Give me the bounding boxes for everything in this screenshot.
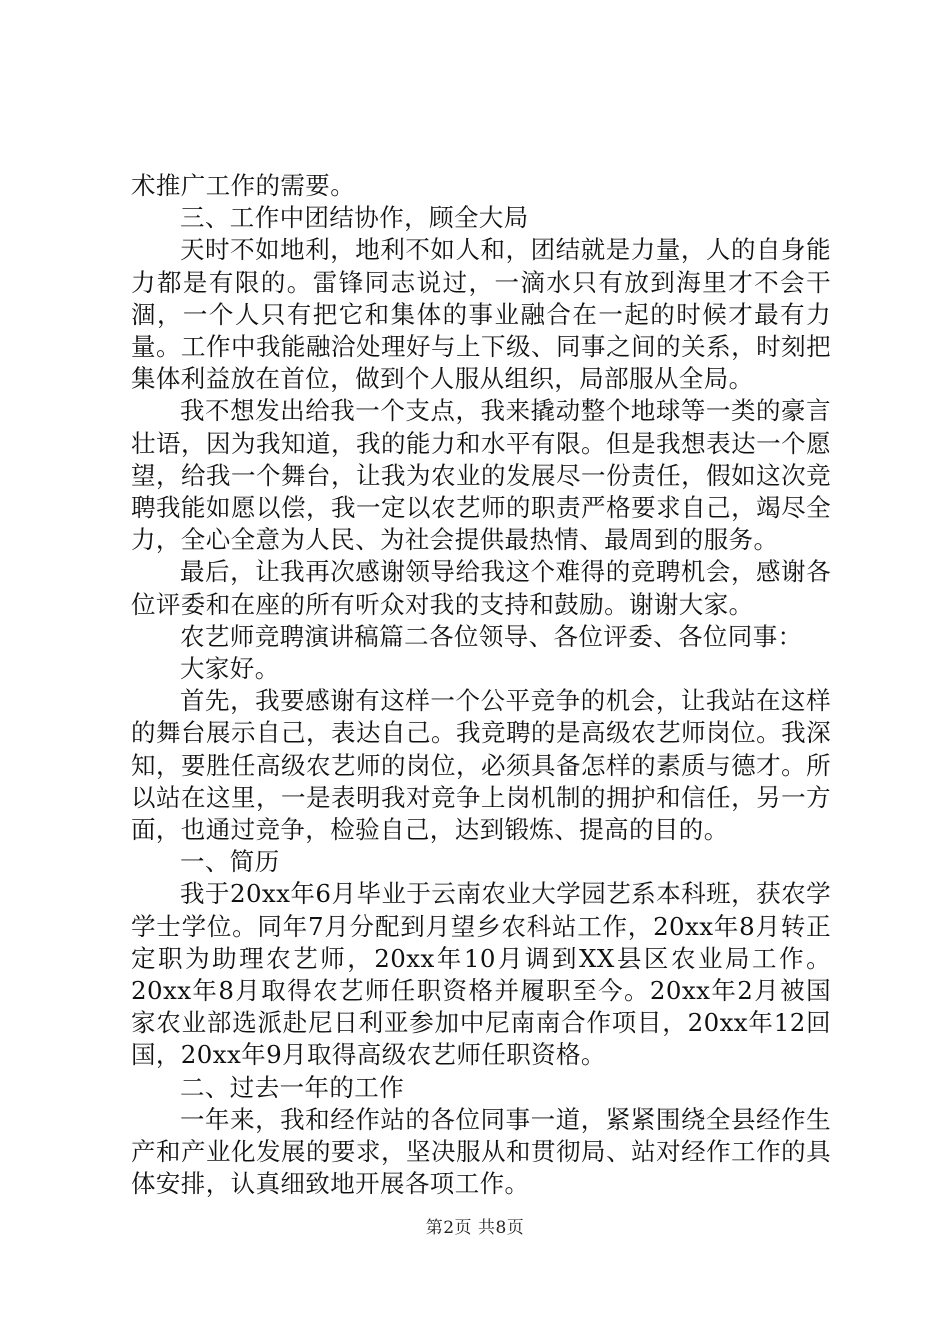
paragraph: 术推广工作的需要。 [131,171,356,200]
paragraph: 三、工作中团结协作，顾全大局 [180,203,529,233]
paragraph: 一年来，我和经作站的各位同事一道，紧紧围绕全县经作生产和产业化发展的要求，坚决服从和贯彻局、站对经作工作的具体安排，认真细致地开展各项工作。 [131,1104,831,1199]
paragraph: 首先，我要感谢有这样一个公平竞争的机会，让我站在这样的舞台展示自己，表达自己。我竞聘的是高级农艺师岗位。我深知，要胜任高级农艺师的岗位，必须具备怎样的素质与德才。所以站在这里，一是表明我对竞争上岗机制的拥护和信任，另一方面，也通过竞争，检验自己，达到锻炼、提高的目的。 [131,686,831,845]
paragraph: 一、简历 [180,847,280,877]
paragraph: 二、过去一年的工作 [180,1072,405,1102]
page-footer: 第2页 共8页 [425,1218,525,1238]
paragraph: 大家好。 [180,654,280,684]
document-body [131,170,831,1201]
paragraph: 我不想发出给我一个支点，我来撬动整个地球等一类的豪言壮语，因为我知道，我的能力和水平有限。但是我想表达一个愿望，给我一个舞台，让我为农业的发展尽一份责任，假如这次竞聘我能如愿以偿，我一定以农艺师的职责严格要求自己，竭尽全力，全心全意为人民、为社会提供最热情、最周到的服务。 [131,396,831,555]
paragraph: 最后，让我再次感谢领导给我这个难得的竞聘机会，感谢各位评委和在座的所有听众对我的支持和鼓励。谢谢大家。 [131,557,831,619]
paragraph: 农艺师竞聘演讲稿篇二各位领导、各位评委、各位同事： [180,621,803,651]
paragraph: 我于20xx年6月毕业于云南农业大学园艺系本科班，获农学学士学位。同年7月分配到月望乡农科站工作，20xx年8月转正定职为助理农艺师，20xx年10月调到XX县区农业局工作。20xx年8月取得农艺师任职资格并履职至今。20xx年2月被国家农业部选派赴尼日利亚参加中尼南南合作项目，20xx年12回国，20xx年9月取得高级农艺师任职资格。 [131,879,831,1070]
paragraph: 天时不如地利，地利不如人和，团结就是力量，人的自身能力都是有限的。雷锋同志说过，一滴水只有放到海里才不会干涸，一个人只有把它和集体的事业融合在一起的时候才最有力量。工作中我能融洽处理好与上下级、同事之间的关系，时刻把集体利益放在首位，做到个人服从组织，局部服从全局。 [131,235,831,394]
